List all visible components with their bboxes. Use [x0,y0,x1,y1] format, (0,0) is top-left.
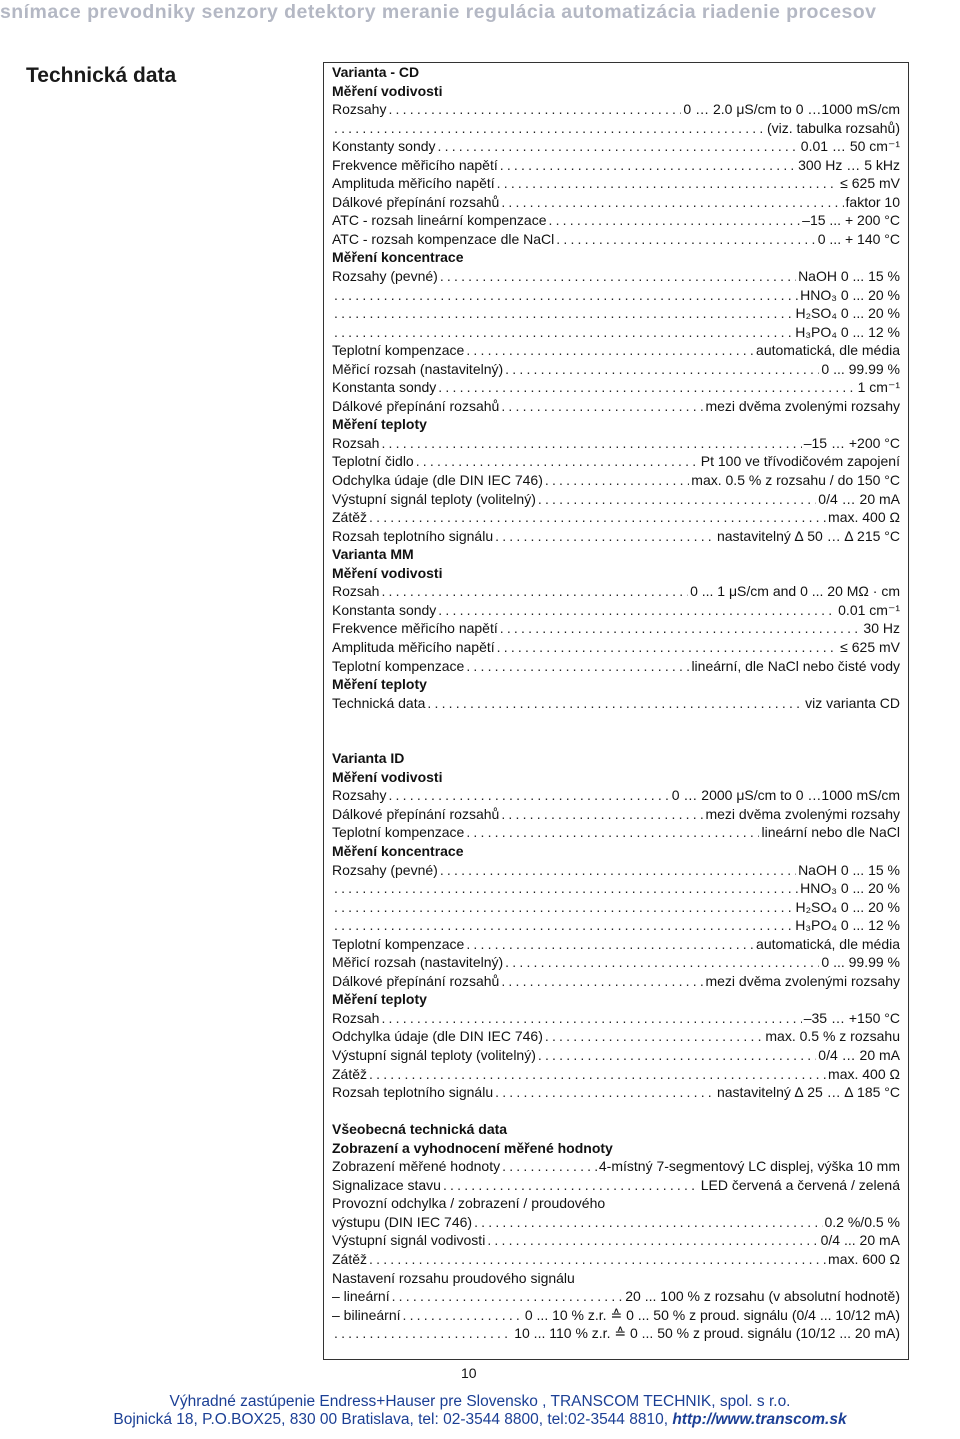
spec-value: ≤ 625 mV [840,638,900,655]
spec-row [332,434,900,453]
dot-leader [334,898,793,917]
spec-label: Všeobecná technická data [332,1121,508,1138]
dot-leader [538,490,816,509]
spec-label: Konstanta sondy [332,379,437,396]
spec-value: (viz. tabulka rozsahů) [766,119,900,136]
spec-row [332,323,900,342]
footer-line-1: Výhradné zastúpenie Endress+Hauser pre Slovensko , TRANSCOM TECHNIK, spol. s r.o. [169,1393,791,1410]
dot-leader [556,230,815,249]
dot-leader [403,1306,523,1325]
spec-label: Odchylka údaje (dle DIN IEC 746) [332,1028,543,1045]
spec-value: 10 ... 110 % z.r. ≙ 0 ... 50 % z proud. signálu (10/12 ... 20 mA) [514,1325,900,1342]
spec-row [332,137,900,156]
spec-value: mezi dvěma zvolenými rozsahy [705,972,900,989]
spec-value: 0.2 %/0.5 % [824,1213,900,1230]
spec-row [332,119,900,138]
spec-value: 0 ... 99.99 % [821,360,900,377]
spec-row [332,378,900,397]
dot-leader [334,119,765,138]
spec-label: Zátěž [332,1251,368,1267]
dot-leader [505,360,819,379]
spec-value: NaOH 0 ... 15 % [798,268,900,285]
spec-label: Dálkové přepínání rozsahů [332,805,500,822]
spec-value: max. 0.5 % z rozsahu [765,1028,900,1045]
section-heading [332,749,900,768]
spec-label: Měření teploty [332,676,427,693]
section-heading [332,675,900,694]
spec-row [332,1306,900,1325]
spec-label: Rozsahy [332,101,387,118]
spec-label: ATC - rozsah kompenzace dle NaCl [332,230,555,247]
spec-label: Signalizace stavu [332,1176,441,1193]
spec-value: 1 cm⁻¹ [857,379,900,396]
spec-row [332,1176,900,1195]
spec-label: Měření vodivosti [332,564,443,581]
spec-row [332,1194,900,1213]
spec-value: mezi dvěma zvolenými rozsahy [705,805,900,822]
dot-leader [334,304,793,323]
spec-row [332,1065,900,1084]
dot-leader [501,805,703,824]
spacer [332,731,900,750]
spec-row [332,935,900,954]
section-title: Technická data [26,64,177,87]
spec-row [332,1083,900,1102]
spec-label: Rozsahy (pevné) [332,268,438,285]
spec-value: 0 ... + 140 °C [817,230,900,247]
spec-value: HNO₃ 0 ... 20 % [800,880,900,897]
spec-value: H₃PO₄ 0 ... 12 % [795,323,900,340]
spec-label: Technická data [332,694,426,711]
spec-value: viz varianta CD [805,694,900,711]
spec-value: 0/4 … 20 mA [818,1046,900,1063]
spec-row [332,1046,900,1065]
spec-row [332,1324,900,1343]
dot-leader [497,174,839,193]
spec-list [332,63,900,1343]
spec-label: Rozsah teplotního signálu [332,527,494,544]
spec-row [332,619,900,638]
spec-label: Měřicí rozsah (nastavitelný) [332,360,504,377]
dot-leader [466,823,759,842]
dot-leader [369,1250,826,1269]
section-heading [332,1120,900,1139]
dot-leader [501,972,703,991]
spec-label: Teplotní kompenzace [332,342,465,359]
section-heading [332,248,900,267]
section-heading [332,768,900,787]
spec-label: Rozsah teplotního signálu [332,1084,494,1101]
section-heading [332,63,900,82]
dot-leader [545,1027,764,1046]
spec-value: 0 … 2.0 μS/cm to 0 …1000 mS/cm [683,101,900,118]
spacer [332,712,900,731]
dot-leader [487,1231,818,1250]
spec-row [332,286,900,305]
spec-row [332,1027,900,1046]
spec-row [332,898,900,917]
dot-leader [440,267,796,286]
spec-label: Varianta ID [332,750,405,767]
spec-row [332,1250,900,1269]
spec-row [332,861,900,880]
spec-value: –15 … +200 °C [803,434,900,451]
spec-label: Měření vodivosti [332,768,443,785]
spec-label: Konstanty sondy [332,138,436,155]
spec-label: – bilineární [332,1306,401,1323]
dot-leader [438,378,855,397]
spec-label: Měření teploty [332,991,427,1008]
spec-row [332,1269,900,1288]
spec-value: nastavitelný ∆ 25 … ∆ 185 °C [716,1084,900,1101]
spec-value: 4-místný 7-segmentový LC displej, výška 10 mm [598,1158,900,1175]
spec-row [332,341,900,360]
spec-label: Měřicí rozsah (nastavitelný) [332,954,504,971]
dot-leader [427,694,803,713]
spec-row [332,694,900,713]
spec-label: Teplotní kompenzace [332,824,465,841]
spec-label: Měření koncentrace [332,249,464,266]
spec-label: Nastavení rozsahu proudového signálu [332,1269,575,1286]
dot-leader [501,193,843,212]
spec-value: 300 Hz … 5 kHz [798,156,900,173]
spec-label: Měření vodivosti [332,82,443,99]
dot-leader [381,1009,801,1028]
dot-leader [392,1287,624,1306]
dot-leader [501,397,703,416]
section-heading [332,82,900,101]
spec-row [332,397,900,416]
spec-label: Zátěž [332,1065,368,1082]
spec-label: Zobrazení měřené hodnoty [332,1158,501,1175]
dot-leader [502,1157,597,1176]
spec-value: 0 ... 10 % z.r. ≙ 0 ... 50 % z proud. signálu (0/4 ... 10/12 mA) [524,1306,900,1323]
spec-row [332,193,900,212]
spec-value: –35 … +150 °C [803,1009,900,1026]
footer-address: Bojnická 18, P.O.BOX25, 830 00 Bratislava, tel: 02-3544 8800, tel:02-3544 8810, [113,1411,669,1428]
dot-leader [495,1083,715,1102]
spec-value: H₃PO₄ 0 ... 12 % [795,917,900,934]
section-heading [332,1139,900,1158]
spec-row [332,471,900,490]
spec-row [332,916,900,935]
spec-label: Měření koncentrace [332,842,464,859]
spec-label: Dálkové přepínání rozsahů [332,397,500,414]
spec-value: 0.01 … 50 cm⁻¹ [800,138,900,155]
dot-leader [505,953,819,972]
dot-leader [538,1046,816,1065]
spec-value: 20 ... 100 % z rozsahu (v absolutní hodnotě) [625,1288,900,1305]
dot-leader [500,156,796,175]
spec-value: HNO₃ 0 ... 20 % [800,286,900,303]
section-heading [332,564,900,583]
spec-label: Výstupní signál teploty (volitelný) [332,1046,536,1063]
dot-leader [334,879,798,898]
spec-row [332,1287,900,1306]
spec-value: 0 … 2000 μS/cm to 0 …1000 mS/cm [671,787,900,804]
spec-value: –15 ... + 200 °C [802,212,900,229]
spec-value: nastavitelný ∆ 50 … ∆ 215 °C [716,527,900,544]
section-heading [332,545,900,564]
spec-value: H₂SO₄ 0 ... 20 % [795,898,900,915]
spec-value: mezi dvěma zvolenými rozsahy [705,397,900,414]
dot-leader [549,211,801,230]
spec-label: Rozsah [332,434,380,451]
spec-label: Měření teploty [332,416,427,433]
spec-label: Rozsahy [332,787,387,804]
spec-row [332,805,900,824]
spec-label: Amplituda měřicího napětí [332,175,495,192]
spec-value: LED červená a červená / zelená [700,1176,900,1193]
spec-label: Amplituda měřicího napětí [332,638,495,655]
spec-row [332,527,900,546]
spec-value: 0/4 ... 20 mA [820,1232,900,1249]
spec-label: Dálkové přepínání rozsahů [332,972,500,989]
spec-row [332,174,900,193]
spec-row [332,452,900,471]
dot-leader [388,100,681,119]
spec-value: lineární nebo dle NaCl [761,824,900,841]
dot-leader [369,508,826,527]
spec-value: ≤ 625 mV [840,175,900,192]
spacer [332,1102,900,1121]
spec-row [332,1009,900,1028]
spec-value: max. 400 Ω [828,1065,900,1082]
spec-row [332,156,900,175]
dot-leader [495,527,715,546]
dot-leader [466,341,754,360]
dot-leader [545,471,689,490]
spec-label: Rozsah [332,1009,380,1026]
spec-row [332,267,900,286]
spec-label: Výstupní signál teploty (volitelný) [332,490,536,507]
dot-leader [381,582,688,601]
spec-label: Teplotní kompenzace [332,935,465,952]
dot-leader [381,434,801,453]
spec-value: 0 ... 1 μS/cm and 0 ... 20 MΩ · cm [690,583,900,600]
spec-value: 0.01 cm⁻¹ [838,601,900,618]
spec-row [332,786,900,805]
spec-label: Teplotní čidlo [332,453,414,470]
dot-leader [500,619,862,638]
spec-value: Pt 100 ve třívodičovém zapojení [700,453,900,470]
dot-leader [334,286,798,305]
spec-row [332,1213,900,1232]
spec-label: Zobrazení a vyhodnocení měřené hodnoty [332,1139,613,1156]
dot-leader [466,935,754,954]
dot-leader [443,1176,699,1195]
page-number: 10 [461,1365,477,1381]
spec-row [332,879,900,898]
spec-label: Rozsah [332,583,380,600]
dot-leader [416,452,699,471]
spec-value: lineární, dle NaCl nebo čisté vody [691,657,900,674]
spec-value: automatická, dle média [756,342,900,359]
dot-leader [438,137,799,156]
spec-row [332,1157,900,1176]
spec-row [332,490,900,509]
section-heading [332,990,900,1009]
spec-row [332,211,900,230]
spec-label: Rozsahy (pevné) [332,861,438,878]
spec-label: Varianta MM [332,546,414,563]
dot-leader [474,1213,822,1232]
spec-value: faktor 10 [845,193,900,210]
spec-label: Teplotní kompenzace [332,657,465,674]
footer-url-link[interactable]: http://www.transcom.sk [672,1411,847,1428]
spec-row [332,972,900,991]
spec-row [332,1231,900,1250]
spec-row [332,304,900,323]
spec-row [332,657,900,676]
spec-row [332,582,900,601]
spec-label: Výstupní signál vodivosti [332,1232,486,1249]
spec-row [332,823,900,842]
spec-value: NaOH 0 ... 15 % [798,861,900,878]
dot-leader [334,916,793,935]
spec-value: automatická, dle média [756,935,900,952]
spec-row [332,601,900,620]
spec-value: 0 ... 99.99 % [821,954,900,971]
dot-leader [466,657,689,676]
spec-label: Frekvence měřicího napětí [332,620,498,637]
spec-row [332,100,900,119]
footer-line-2 [0,1411,960,1429]
spec-value: 0/4 … 20 mA [818,490,900,507]
spec-label: – lineární [332,1288,390,1305]
dot-leader [334,323,793,342]
spec-value: max. 400 Ω [828,509,900,526]
spec-label: Dálkové přepínání rozsahů [332,193,500,210]
dot-leader [369,1065,826,1084]
spec-label: Konstanta sondy [332,601,437,618]
header-banner: snímace prevodniky senzory detektory meranie regulácia automatizácia riadenie procesov [0,1,877,23]
spec-row [332,638,900,657]
spec-value: max. 0.5 % z rozsahu / do 150 °C [691,472,900,489]
spec-row [332,953,900,972]
spec-label: ATC - rozsah lineární kompenzace [332,212,547,229]
spec-row [332,508,900,527]
spec-row [332,230,900,249]
spec-value: 30 Hz [863,620,900,637]
dot-leader [334,1324,512,1343]
dot-leader [388,786,669,805]
section-heading [332,415,900,434]
dot-leader [438,601,836,620]
spec-label: Provozní odchylka / zobrazení / proudového [332,1195,606,1212]
spec-label: Zátěž [332,509,368,526]
spec-row [332,360,900,379]
spec-value: max. 600 Ω [828,1251,900,1267]
spec-value: H₂SO₄ 0 ... 20 % [795,305,900,322]
section-heading [332,842,900,861]
spec-label: Odchylka údaje (dle DIN IEC 746) [332,472,543,489]
dot-leader [440,861,796,880]
spec-label: Varianta - CD [332,64,420,80]
dot-leader [497,638,839,657]
spec-label: výstupu (DIN IEC 746) [332,1213,473,1230]
spec-label: Frekvence měřicího napětí [332,156,498,173]
